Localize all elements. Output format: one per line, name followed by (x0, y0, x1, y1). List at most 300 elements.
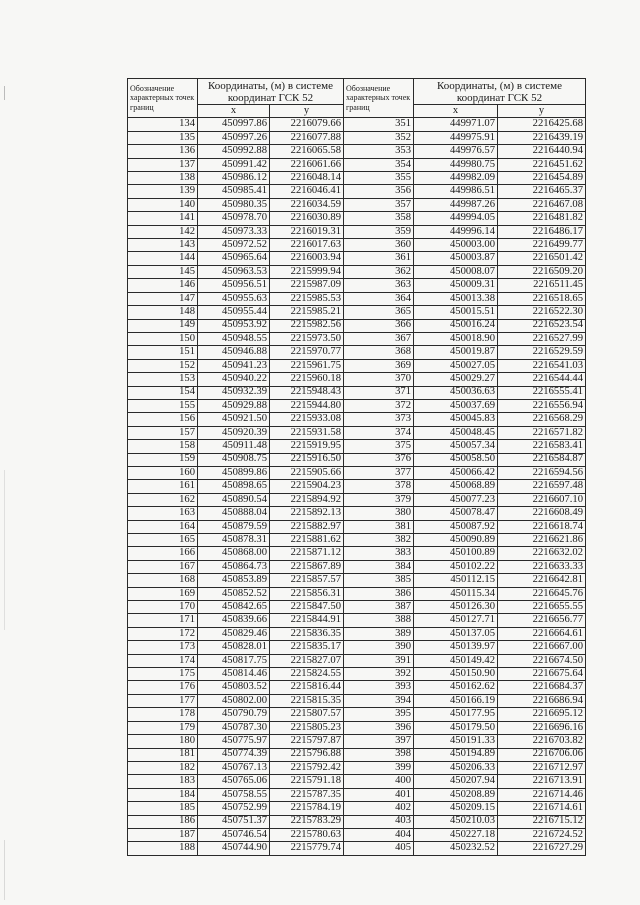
right-y-value: 2216501.42 (498, 252, 586, 265)
table-row (128, 668, 586, 681)
left-x-value: 450803.52 (198, 681, 270, 694)
table-row (128, 480, 586, 493)
table-row (128, 332, 586, 345)
left-y-value: 2215856.31 (270, 587, 344, 600)
right-point-number: 379 (344, 493, 414, 506)
left-point-number: 171 (128, 614, 198, 627)
right-point-number: 392 (344, 668, 414, 681)
left-y-value: 2215807.57 (270, 708, 344, 721)
right-point-number: 404 (344, 828, 414, 841)
table-row (128, 198, 586, 211)
left-y-value: 2216065.58 (270, 145, 344, 158)
left-x-value: 450946.88 (198, 346, 270, 359)
table-row (128, 252, 586, 265)
left-y-value: 2215792.42 (270, 761, 344, 774)
left-point-number: 154 (128, 386, 198, 399)
left-x-value: 450955.44 (198, 306, 270, 319)
left-x-value: 450948.55 (198, 332, 270, 345)
right-y-value: 2216465.37 (498, 185, 586, 198)
right-point-number: 394 (344, 694, 414, 707)
left-y-value: 2215827.07 (270, 654, 344, 667)
right-x-value: 450232.52 (414, 842, 498, 855)
right-y-value: 2216696.16 (498, 721, 586, 734)
right-x-value: 450179.50 (414, 721, 498, 734)
table-row (128, 775, 586, 788)
right-point-number: 387 (344, 601, 414, 614)
left-x-value: 450991.42 (198, 158, 270, 171)
right-x-value: 450018.90 (414, 332, 498, 345)
right-point-label-header: Обозначение характерных точек границ (344, 79, 414, 118)
right-y-value: 2216664.61 (498, 627, 586, 640)
left-x-value: 450842.65 (198, 601, 270, 614)
right-x-value: 450057.34 (414, 440, 498, 453)
left-x-value: 450908.75 (198, 453, 270, 466)
left-y-value: 2216017.63 (270, 239, 344, 252)
table-row (128, 359, 586, 372)
left-y-value: 2216030.89 (270, 212, 344, 225)
left-y-value: 2215867.89 (270, 560, 344, 573)
right-point-number: 363 (344, 279, 414, 292)
left-y-value: 2215783.29 (270, 815, 344, 828)
right-y-value: 2216713.91 (498, 775, 586, 788)
left-point-number: 149 (128, 319, 198, 332)
table-row (128, 694, 586, 707)
left-point-number: 159 (128, 453, 198, 466)
left-point-number: 164 (128, 520, 198, 533)
left-x-value: 450752.99 (198, 802, 270, 815)
right-y-value: 2216594.56 (498, 466, 586, 479)
left-point-number: 143 (128, 239, 198, 252)
left-x-value: 450956.51 (198, 279, 270, 292)
left-y-value: 2215961.75 (270, 359, 344, 372)
right-x-value: 450015.51 (414, 306, 498, 319)
right-point-number: 371 (344, 386, 414, 399)
right-x-value: 450209.15 (414, 802, 498, 815)
right-point-number: 359 (344, 225, 414, 238)
right-point-number: 358 (344, 212, 414, 225)
right-y-value: 2216675.64 (498, 668, 586, 681)
right-point-number: 375 (344, 440, 414, 453)
right-y-value: 2216597.48 (498, 480, 586, 493)
right-y-value: 2216608.49 (498, 507, 586, 520)
table-row (128, 493, 586, 506)
right-x-value: 450166.19 (414, 694, 498, 707)
left-x-value: 450888.04 (198, 507, 270, 520)
right-x-value: 450045.83 (414, 413, 498, 426)
left-x-value: 450955.63 (198, 292, 270, 305)
right-y-value: 2216511.45 (498, 279, 586, 292)
left-point-number: 140 (128, 198, 198, 211)
right-x-value: 450036.63 (414, 386, 498, 399)
left-point-number: 181 (128, 748, 198, 761)
right-y-value: 2216509.20 (498, 265, 586, 278)
left-x-value: 450899.86 (198, 466, 270, 479)
left-margin-mark (4, 86, 5, 100)
table-row (128, 641, 586, 654)
right-point-number: 351 (344, 118, 414, 131)
left-y-value: 2215892.13 (270, 507, 344, 520)
right-point-number: 372 (344, 399, 414, 412)
left-y-value: 2215985.21 (270, 306, 344, 319)
right-y-value: 2216568.29 (498, 413, 586, 426)
right-y-value: 2216440.94 (498, 145, 586, 158)
table-row (128, 507, 586, 520)
right-point-number: 389 (344, 627, 414, 640)
right-point-number: 402 (344, 802, 414, 815)
right-point-number: 403 (344, 815, 414, 828)
right-x-header: x (414, 105, 498, 118)
right-y-value: 2216467.08 (498, 198, 586, 211)
right-point-number: 381 (344, 520, 414, 533)
right-x-value: 450008.07 (414, 265, 498, 278)
table-row (128, 842, 586, 855)
right-y-value: 2216439.19 (498, 131, 586, 144)
left-y-value: 2215797.87 (270, 735, 344, 748)
left-y-value: 2215973.50 (270, 332, 344, 345)
left-point-number: 151 (128, 346, 198, 359)
left-x-value: 450972.52 (198, 239, 270, 252)
left-point-number: 178 (128, 708, 198, 721)
table-row (128, 761, 586, 774)
left-point-number: 135 (128, 131, 198, 144)
right-point-number: 400 (344, 775, 414, 788)
right-x-value: 450037.69 (414, 399, 498, 412)
right-point-number: 361 (344, 252, 414, 265)
left-point-label-header: Обозначение характерных точек границ (128, 79, 198, 118)
left-x-value: 450817.75 (198, 654, 270, 667)
left-point-number: 177 (128, 694, 198, 707)
left-point-number: 138 (128, 172, 198, 185)
left-y-value: 2215844.91 (270, 614, 344, 627)
table-row (128, 587, 586, 600)
right-point-number: 362 (344, 265, 414, 278)
coordinates-table-body (128, 118, 586, 855)
right-point-number: 384 (344, 560, 414, 573)
left-x-value: 450746.54 (198, 828, 270, 841)
right-x-value: 450150.90 (414, 668, 498, 681)
table-row (128, 265, 586, 278)
left-y-value: 2215944.80 (270, 399, 344, 412)
right-x-value: 450016.24 (414, 319, 498, 332)
right-x-value: 450139.97 (414, 641, 498, 654)
table-row (128, 413, 586, 426)
right-y-value: 2216523.54 (498, 319, 586, 332)
left-y-value: 2215881.62 (270, 534, 344, 547)
left-x-value: 450839.66 (198, 614, 270, 627)
right-x-value: 450027.05 (414, 359, 498, 372)
right-y-value: 2216695.12 (498, 708, 586, 721)
left-y-value: 2215787.35 (270, 788, 344, 801)
right-point-number: 393 (344, 681, 414, 694)
left-y-value: 2216061.66 (270, 158, 344, 171)
left-y-value: 2215919.95 (270, 440, 344, 453)
left-x-value: 450940.22 (198, 373, 270, 386)
left-point-number: 168 (128, 574, 198, 587)
left-point-number: 169 (128, 587, 198, 600)
left-x-value: 450992.88 (198, 145, 270, 158)
left-point-number: 183 (128, 775, 198, 788)
left-y-value: 2216046.41 (270, 185, 344, 198)
table-row (128, 681, 586, 694)
right-x-value: 449987.26 (414, 198, 498, 211)
table-row (128, 453, 586, 466)
left-x-value: 450829.46 (198, 627, 270, 640)
table-row (128, 815, 586, 828)
right-y-value: 2216527.99 (498, 332, 586, 345)
table-row (128, 601, 586, 614)
left-x-value: 450921.50 (198, 413, 270, 426)
right-point-number: 386 (344, 587, 414, 600)
table-row (128, 185, 586, 198)
right-y-value: 2216522.30 (498, 306, 586, 319)
left-point-number: 142 (128, 225, 198, 238)
right-point-number: 360 (344, 239, 414, 252)
left-y-value: 2215982.56 (270, 319, 344, 332)
table-row (128, 466, 586, 479)
table-row (128, 212, 586, 225)
table-row (128, 440, 586, 453)
right-y-value: 2216481.82 (498, 212, 586, 225)
table-row (128, 158, 586, 171)
table-row (128, 828, 586, 841)
left-x-value: 450932.39 (198, 386, 270, 399)
table-row (128, 346, 586, 359)
left-x-value: 450852.52 (198, 587, 270, 600)
left-point-number: 180 (128, 735, 198, 748)
left-point-number: 176 (128, 681, 198, 694)
left-y-value: 2216003.94 (270, 252, 344, 265)
right-x-value: 450068.89 (414, 480, 498, 493)
left-point-number: 175 (128, 668, 198, 681)
left-y-value: 2215779.74 (270, 842, 344, 855)
table-row (128, 118, 586, 131)
left-y-value: 2216034.59 (270, 198, 344, 211)
left-margin-mark (4, 470, 5, 630)
left-point-number: 160 (128, 466, 198, 479)
left-point-number: 174 (128, 654, 198, 667)
left-y-value: 2215835.17 (270, 641, 344, 654)
right-x-value: 450149.42 (414, 654, 498, 667)
right-x-value: 449994.05 (414, 212, 498, 225)
left-point-number: 147 (128, 292, 198, 305)
right-y-value: 2216642.81 (498, 574, 586, 587)
right-x-value: 450210.03 (414, 815, 498, 828)
right-x-value: 450090.89 (414, 534, 498, 547)
left-y-value: 2215916.50 (270, 453, 344, 466)
right-x-value: 449986.51 (414, 185, 498, 198)
right-y-value: 2216583.41 (498, 440, 586, 453)
left-x-value: 450898.65 (198, 480, 270, 493)
right-y-value: 2216451.62 (498, 158, 586, 171)
table-row (128, 399, 586, 412)
table-row (128, 534, 586, 547)
table-row (128, 319, 586, 332)
right-y-value: 2216684.37 (498, 681, 586, 694)
right-point-number: 383 (344, 547, 414, 560)
right-y-value: 2216706.06 (498, 748, 586, 761)
table-row (128, 748, 586, 761)
table-row (128, 574, 586, 587)
right-point-number: 370 (344, 373, 414, 386)
right-x-value: 450048.45 (414, 426, 498, 439)
left-x-value: 450758.55 (198, 788, 270, 801)
right-point-number: 355 (344, 172, 414, 185)
left-x-value: 450775.97 (198, 735, 270, 748)
left-point-number: 145 (128, 265, 198, 278)
right-point-number: 397 (344, 735, 414, 748)
left-point-number: 152 (128, 359, 198, 372)
left-x-value: 450751.37 (198, 815, 270, 828)
right-x-value: 450126.30 (414, 601, 498, 614)
right-x-value: 450102.22 (414, 560, 498, 573)
right-point-number: 354 (344, 158, 414, 171)
right-x-value: 450137.05 (414, 627, 498, 640)
table-row (128, 172, 586, 185)
right-x-value: 450058.50 (414, 453, 498, 466)
left-x-value: 450765.06 (198, 775, 270, 788)
table-row (128, 386, 586, 399)
right-x-value: 449975.91 (414, 131, 498, 144)
right-x-value: 450115.34 (414, 587, 498, 600)
left-y-value: 2215999.94 (270, 265, 344, 278)
left-x-value: 450978.70 (198, 212, 270, 225)
right-x-value: 450066.42 (414, 466, 498, 479)
left-y-value: 2215894.92 (270, 493, 344, 506)
left-margin-mark (4, 840, 5, 900)
right-point-number: 368 (344, 346, 414, 359)
right-x-value: 450206.33 (414, 761, 498, 774)
right-point-number: 382 (344, 534, 414, 547)
left-point-number: 162 (128, 493, 198, 506)
left-y-value: 2215905.66 (270, 466, 344, 479)
right-y-value: 2216529.59 (498, 346, 586, 359)
right-point-number: 369 (344, 359, 414, 372)
right-point-number: 364 (344, 292, 414, 305)
table-row (128, 735, 586, 748)
left-x-value: 450911.48 (198, 440, 270, 453)
left-y-value: 2215816.44 (270, 681, 344, 694)
right-point-number: 385 (344, 574, 414, 587)
left-point-number: 141 (128, 212, 198, 225)
left-point-number: 165 (128, 534, 198, 547)
right-point-number: 398 (344, 748, 414, 761)
right-point-number: 357 (344, 198, 414, 211)
left-point-number: 158 (128, 440, 198, 453)
left-point-number: 167 (128, 560, 198, 573)
left-y-value: 2215815.35 (270, 694, 344, 707)
table-row (128, 306, 586, 319)
right-x-value: 450208.89 (414, 788, 498, 801)
right-x-value: 449980.75 (414, 158, 498, 171)
right-point-number: 356 (344, 185, 414, 198)
left-x-value: 450890.54 (198, 493, 270, 506)
left-y-value: 2215796.88 (270, 748, 344, 761)
left-x-value: 450767.13 (198, 761, 270, 774)
left-point-number: 156 (128, 413, 198, 426)
table-row (128, 654, 586, 667)
right-point-number: 374 (344, 426, 414, 439)
left-point-number: 185 (128, 802, 198, 815)
left-x-value: 450963.53 (198, 265, 270, 278)
table-row (128, 802, 586, 815)
right-y-value: 2216555.41 (498, 386, 586, 399)
left-x-value: 450853.89 (198, 574, 270, 587)
right-x-value: 450162.62 (414, 681, 498, 694)
right-y-value: 2216686.94 (498, 694, 586, 707)
right-point-number: 395 (344, 708, 414, 721)
left-point-number: 182 (128, 761, 198, 774)
right-point-number: 380 (344, 507, 414, 520)
left-y-value: 2215824.55 (270, 668, 344, 681)
left-x-value: 450744.90 (198, 842, 270, 855)
right-point-number: 388 (344, 614, 414, 627)
left-y-value: 2215836.35 (270, 627, 344, 640)
left-x-value: 450929.88 (198, 399, 270, 412)
right-point-number: 399 (344, 761, 414, 774)
right-y-value: 2216714.61 (498, 802, 586, 815)
left-y-value: 2215805.23 (270, 721, 344, 734)
right-x-value: 450191.33 (414, 735, 498, 748)
left-x-value: 450814.46 (198, 668, 270, 681)
left-point-number: 188 (128, 842, 198, 855)
left-x-value: 450879.59 (198, 520, 270, 533)
left-y-value: 2215931.58 (270, 426, 344, 439)
left-x-value: 450985.41 (198, 185, 270, 198)
table-row (128, 614, 586, 627)
table-row (128, 225, 586, 238)
right-point-number: 391 (344, 654, 414, 667)
right-y-value: 2216727.29 (498, 842, 586, 855)
left-point-number: 173 (128, 641, 198, 654)
left-point-number: 166 (128, 547, 198, 560)
right-point-number: 365 (344, 306, 414, 319)
right-y-value: 2216724.52 (498, 828, 586, 841)
left-y-value: 2216077.88 (270, 131, 344, 144)
right-x-value: 450009.31 (414, 279, 498, 292)
left-point-number: 163 (128, 507, 198, 520)
left-y-value: 2215784.19 (270, 802, 344, 815)
left-point-number: 172 (128, 627, 198, 640)
right-y-value: 2216544.44 (498, 373, 586, 386)
right-point-number: 390 (344, 641, 414, 654)
left-x-value: 450790.79 (198, 708, 270, 721)
right-y-value: 2216584.87 (498, 453, 586, 466)
right-x-value: 450177.95 (414, 708, 498, 721)
left-point-number: 139 (128, 185, 198, 198)
right-point-number: 373 (344, 413, 414, 426)
left-y-value: 2215904.23 (270, 480, 344, 493)
left-x-value: 450973.33 (198, 225, 270, 238)
table-row (128, 373, 586, 386)
right-x-value: 450019.87 (414, 346, 498, 359)
right-x-value: 450087.92 (414, 520, 498, 533)
left-y-value: 2215987.09 (270, 279, 344, 292)
right-point-number: 353 (344, 145, 414, 158)
right-x-value: 450077.23 (414, 493, 498, 506)
left-y-value: 2216048.14 (270, 172, 344, 185)
right-point-number: 377 (344, 466, 414, 479)
right-x-value: 449976.57 (414, 145, 498, 158)
left-x-value: 450953.92 (198, 319, 270, 332)
right-x-value: 450112.15 (414, 574, 498, 587)
right-y-value: 2216499.77 (498, 239, 586, 252)
right-point-number: 366 (344, 319, 414, 332)
left-point-number: 161 (128, 480, 198, 493)
left-point-number: 170 (128, 601, 198, 614)
left-point-number: 134 (128, 118, 198, 131)
right-y-value: 2216486.17 (498, 225, 586, 238)
table-row (128, 145, 586, 158)
